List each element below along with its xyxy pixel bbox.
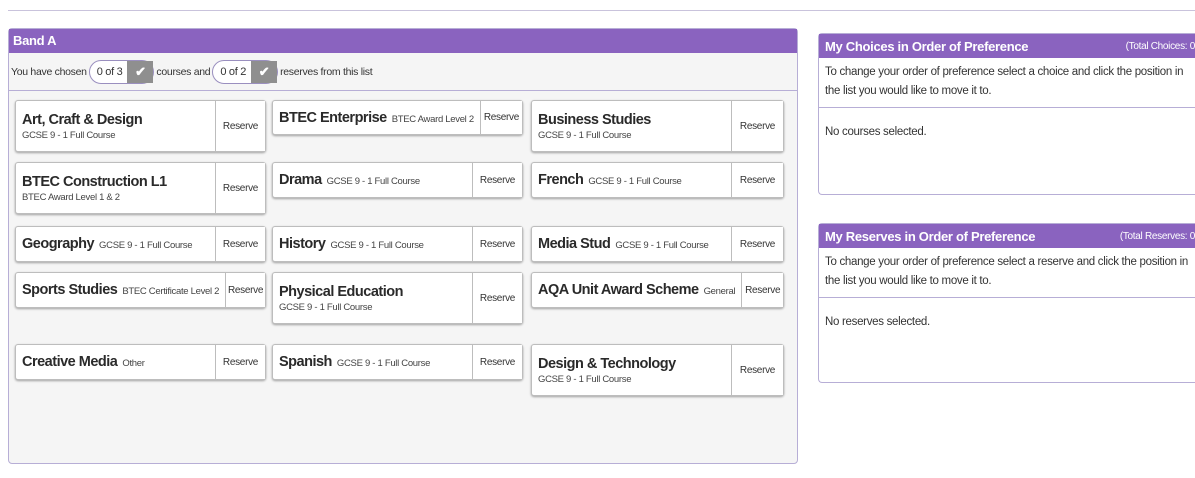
reserve-button[interactable]: Reserve <box>472 163 522 197</box>
course-qualification: GCSE 9 - 1 Full Course <box>538 129 632 141</box>
top-divider <box>8 10 1195 11</box>
band-title: Band A <box>9 29 797 53</box>
course-card[interactable] <box>531 344 784 396</box>
reserve-button[interactable]: Reserve <box>215 163 265 213</box>
course-name: Geography <box>22 236 95 252</box>
course-name: Drama <box>279 172 322 188</box>
course-card[interactable] <box>272 272 523 324</box>
course-name: Physical Education <box>279 283 403 300</box>
course-card[interactable] <box>15 344 266 380</box>
course-qualification: GCSE 9 - 1 Full Course <box>99 240 193 251</box>
course-card[interactable] <box>531 272 784 308</box>
reserve-button[interactable]: Reserve <box>480 101 522 134</box>
course-qualification: GCSE 9 - 1 Full Course <box>279 301 373 313</box>
reserves-title: My Reserves in Order of Preference <box>825 228 1036 244</box>
reserve-button[interactable]: Reserve <box>472 345 522 379</box>
reserves-count-pill <box>212 60 278 84</box>
course-name: French <box>538 172 584 188</box>
course-card[interactable] <box>15 226 266 262</box>
reserve-button[interactable]: Reserve <box>731 227 783 261</box>
course-card[interactable] <box>272 344 523 380</box>
reserve-button[interactable]: Reserve <box>215 101 265 151</box>
course-qualification: GCSE 9 - 1 Full Course <box>330 240 424 251</box>
course-qualification: BTEC Certificate Level 2 <box>122 286 220 297</box>
check-icon: ✔ <box>127 61 153 83</box>
choices-instructions: To change your order of preference select a choice and click the position in the list you would like to move it to. <box>819 58 1195 108</box>
course-card[interactable] <box>272 162 523 198</box>
reserve-button[interactable]: Reserve <box>225 273 265 307</box>
course-qualification: GCSE 9 - 1 Full Course <box>22 129 116 141</box>
course-qualification: GCSE 9 - 1 Full Course <box>326 176 420 187</box>
check-icon: ✔ <box>251 61 277 83</box>
reserves-instructions: To change your order of preference select a reserve and click the position in the list you would like to move it to. <box>819 248 1195 298</box>
course-qualification: BTEC Award Level 2 <box>391 113 474 125</box>
course-card[interactable] <box>531 226 784 262</box>
reserves-total: (Total Reserves: 0 <box>1119 230 1195 242</box>
course-card[interactable] <box>15 100 266 152</box>
selection-summary <box>9 53 797 91</box>
course-card[interactable] <box>15 272 266 308</box>
reserves-panel <box>818 223 1195 383</box>
course-card[interactable] <box>531 100 784 152</box>
course-qualification: GCSE 9 - 1 Full Course <box>538 373 632 385</box>
course-qualification: GCSE 9 - 1 Full Course <box>588 176 682 187</box>
choices-header <box>819 34 1195 58</box>
course-name: History <box>279 236 326 252</box>
band-a-panel <box>8 28 798 464</box>
course-qualification: BTEC Award Level 1 & 2 <box>22 191 120 203</box>
reserve-button[interactable]: Reserve <box>472 273 522 323</box>
reserves-empty-message: No reserves selected. <box>825 316 930 328</box>
courses-count-pill <box>89 60 155 84</box>
summary-prefix: You have chosen <box>11 65 87 78</box>
courses-count: 0 of 3 <box>96 65 123 78</box>
reserves-count: 0 of 2 <box>220 65 247 78</box>
choices-title: My Choices in Order of Preference <box>825 38 1029 54</box>
summary-reserves-text: reserves from this list <box>280 65 373 78</box>
reserve-button[interactable]: Reserve <box>731 163 783 197</box>
reserves-header <box>819 224 1195 248</box>
choices-panel <box>818 33 1195 195</box>
course-qualification: Other <box>122 358 145 369</box>
reserve-button[interactable]: Reserve <box>731 345 783 395</box>
choices-empty-message: No courses selected. <box>825 126 927 138</box>
course-grid <box>9 91 797 461</box>
course-name: Sports Studies <box>22 282 118 298</box>
choices-total: (Total Choices: 0 <box>1125 40 1195 52</box>
course-qualification: GCSE 9 - 1 Full Course <box>615 240 709 251</box>
reserve-button[interactable]: Reserve <box>472 227 522 261</box>
course-name: AQA Unit Award Scheme <box>538 282 699 298</box>
course-card[interactable] <box>272 226 523 262</box>
course-name: Media Stud <box>538 236 611 252</box>
course-name: BTEC Enterprise <box>279 109 387 126</box>
course-name: Creative Media <box>22 354 118 370</box>
summary-courses-text: courses and <box>156 65 211 78</box>
course-name: Spanish <box>279 354 332 370</box>
course-name: Business Studies <box>538 111 651 128</box>
course-name: BTEC Construction L1 <box>22 173 167 190</box>
course-name: Art, Craft & Design <box>22 111 143 128</box>
course-card[interactable] <box>15 162 266 214</box>
course-card[interactable] <box>272 100 523 135</box>
reserve-button[interactable]: Reserve <box>215 227 265 261</box>
reserve-button[interactable]: Reserve <box>215 345 265 379</box>
course-card[interactable] <box>531 162 784 198</box>
reserve-button[interactable]: Reserve <box>741 273 783 307</box>
course-name: Design & Technology <box>538 355 676 372</box>
course-qualification: General <box>703 286 736 297</box>
course-qualification: GCSE 9 - 1 Full Course <box>336 358 431 369</box>
reserve-button[interactable]: Reserve <box>731 101 783 151</box>
